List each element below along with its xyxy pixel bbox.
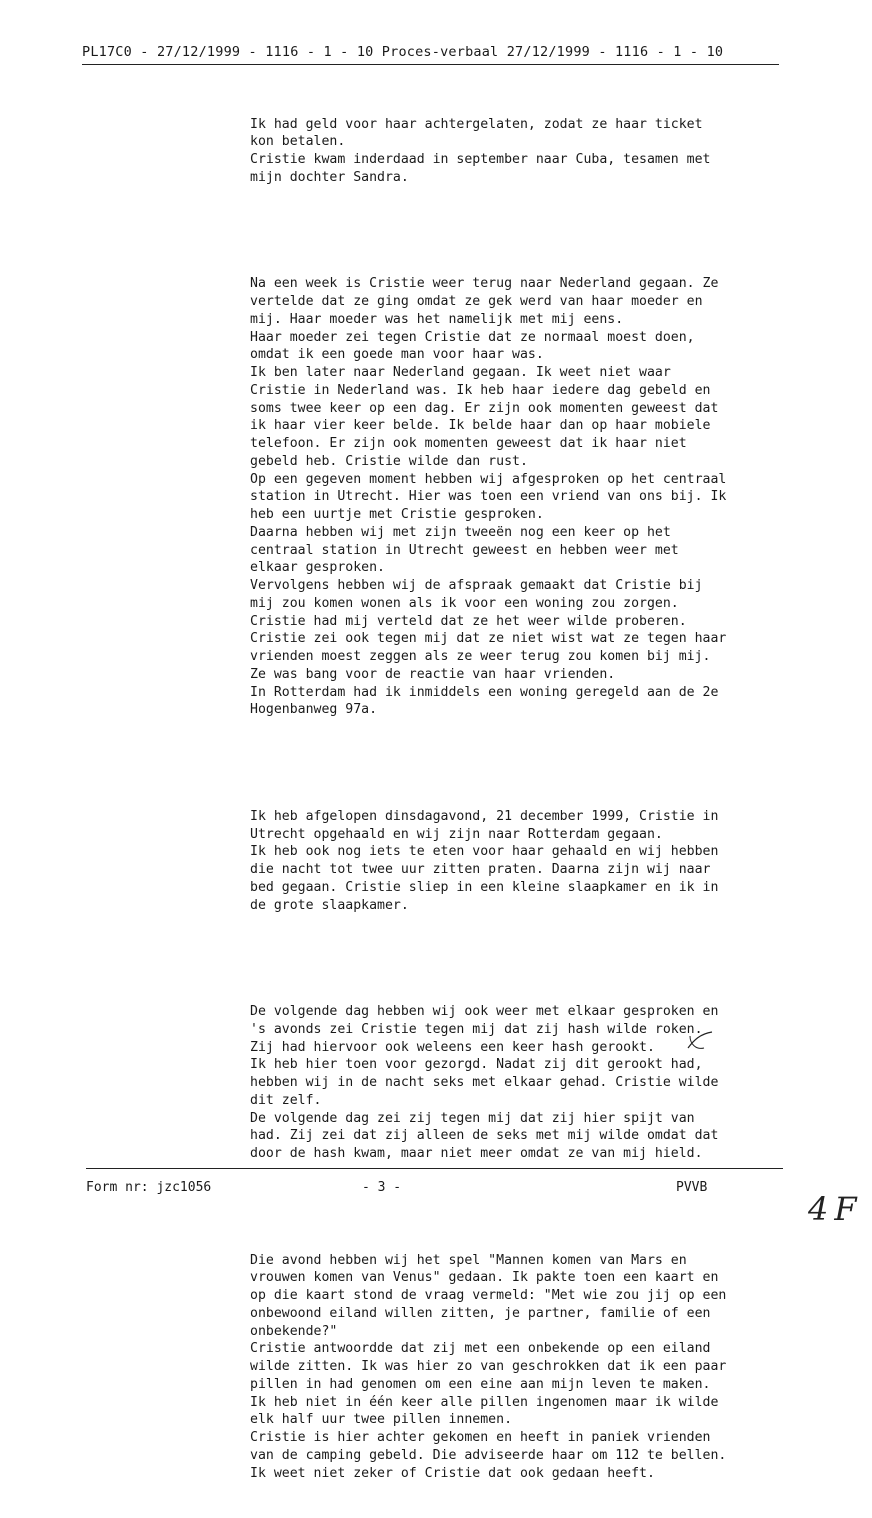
paragraph-gap — [250, 755, 810, 773]
page-number: - 3 - — [362, 1180, 402, 1195]
paragraph-4: De volgende dag hebben wij ook weer met elkaar gesproken en 's avonds zei Cristie tegen mij dat zij hash wilde roken. Zij had hiervoor ook weleens een keer hash gerookt. Ik heb hier toen voor gezorgd. Nadat zij dit gerookt had, hebben wij in de nacht seks met elkaar gehad. Cristie wilde dit zelf. De volgende dag zei zij tegen mij dat zij hier spijt van had. Zij zei dat zij alleen de seks met mij wilde omdat dat door de hash kwam, maar niet meer omdat ze van mij hield. — [250, 1004, 719, 1161]
header-rule — [82, 64, 779, 65]
form-number: Form nr: jzc1056 — [86, 1180, 212, 1195]
handwritten-correction-mark — [686, 1030, 716, 1052]
unit-code: PVVB — [676, 1180, 708, 1195]
footer-rule — [86, 1168, 783, 1169]
paragraph-3: Ik heb afgelopen dinsdagavond, 21 december 1999, Cristie in Utrecht opgehaald en wij zijn naar Rotterdam gegaan. Ik heb ook nog iets te eten voor haar gehaald en wij hebben die nacht tot twee uur zitten praten. Daarna zijn wij naar bed gegaan. Cristie sliep in een kleine slaapkamer en ik in de grote slaapkamer. — [250, 808, 719, 913]
statement-body — [250, 80, 810, 1518]
paragraph-5: Die avond hebben wij het spel "Mannen komen van Mars en vrouwen komen van Venus" gedaan. Ik pakte toen een kaart en op die kaart stond de vraag vermeld: "Met wie zou jij op een onbewoond eiland willen zitten, je partner, familie of een onbekende?" Cristie antwoordde dat zij met een onbekende op een eiland wilde zitten. Ik was hier zo van geschrokken dat ik een paar pillen in had genomen om een eine aan mijn leven te maken. Ik heb niet in één keer alle pillen ingenomen maar ik wilde elk half uur twee pillen innemen. Cristie is hier achter gekomen en heeft in paniek vrienden van de camping gebeld. Die adviseerde haar om 112 te bellen. Ik weet niet zeker of Cristie dat ook gedaan heeft. — [250, 1252, 727, 1481]
paragraph-gap — [250, 222, 810, 240]
paragraph-1: Ik had geld voor haar achtergelaten, zodat ze haar ticket kon betalen. Cristie kwam inderdaad in september naar Cuba, tesamen met mijn dochter Sandra. — [250, 116, 711, 185]
paragraph-gap — [250, 1198, 810, 1216]
handwritten-page-mark: 4F — [808, 1190, 863, 1228]
paragraph-2: Na een week is Cristie weer terug naar Nederland gegaan. Ze vertelde dat ze ging omdat ze gek werd van haar moeder en mij. Haar moeder was het namelijk met mij eens. Haar moeder zei tegen Cristie dat ze normaal moest doen, omdat ik een goede man voor haar was. Ik ben later naar Nederland gegaan. Ik weet niet waar Cristie in Nederland was. Ik heb haar iedere dag gebeld en soms twee keer op een dag. Er zijn ook momenten geweest dat ik haar vier keer belde. Ik belde haar dan op haar mobiele telefoon. Er zijn ook momenten geweest dat ik haar niet gebeld heb. Cristie wilde dan rust. Op een gegeven moment hebben wij afgesproken op het centraal station in Utrecht. Hier was toen een vriend van ons bij. Ik heb een uurtje met Cristie gesproken. Daarna hebben wij met zijn tweeën nog een keer op het centraal station in Utrecht geweest en hebben weer met elkaar gesproken. Vervolgens hebben wij de afspraak gemaakt dat Cristie bij mij zou komen wonen als ik voor een woning zou zorgen. Cristie had mij verteld dat ze het weer wilde proberen. Cristie zei ook tegen mij dat ze niet wist wat ze tegen haar vrienden moest zeggen als ze weer terug zou komen bij mij. Ze was bang voor de reactie van haar vrienden. In Rotterdam had ik inmiddels een woning geregeld aan de 2e Hogenbanweg 97a. — [250, 276, 727, 718]
page-header: PL17C0 - 27/12/1999 - 1116 - 1 - 10 Proces-verbaal 27/12/1999 - 1116 - 1 - 10 — [82, 44, 724, 60]
paragraph-gap — [250, 950, 810, 968]
